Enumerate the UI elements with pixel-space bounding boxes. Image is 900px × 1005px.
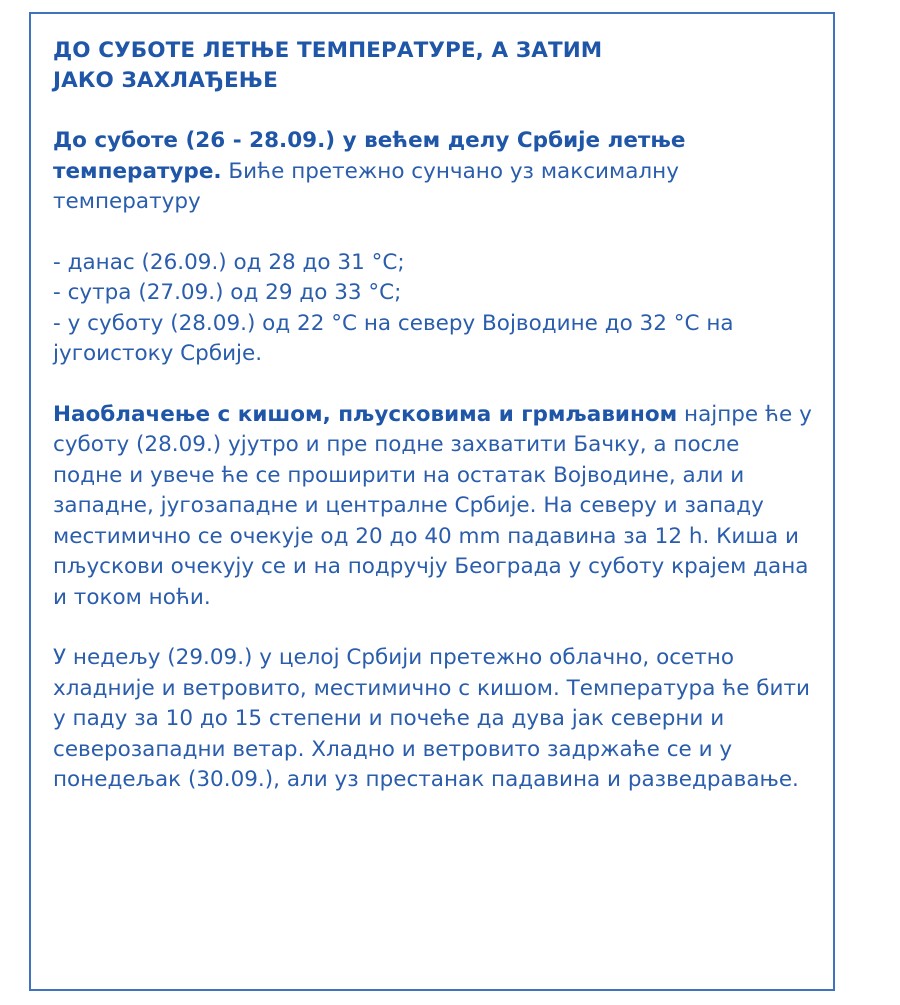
paragraph-rain-storms (53, 400, 813, 614)
forecast-article-box (29, 12, 835, 991)
forecast-item-saturday: - у суботу (28.09.) од 22 °C на северу Војводине до 32 °C на југоистоку Србије. (53, 310, 734, 366)
title-line-1: ДО СУБОТЕ ЛЕТЊЕ ТЕМПЕРАТУРЕ, А ЗАТИМ (53, 38, 603, 63)
paragraph-summer-temperatures (53, 126, 813, 218)
paragraph-1-lead: До суботе (26 - 28.09.) у већем делу Србије летње температуре. (53, 128, 686, 184)
paragraph-sunday-cooling: У недељу (29.09.) у целој Србији претежно облачно, осетно хладније и ветровито, местимично с кишом. Температура ће бити у паду за 10 до 15 степени и почеће да дува јак северни и северозападни ветар. Хладно и ветровито задржаће се и у понедељак (30.09.), али уз престанак падавина и разведравање. (53, 645, 811, 792)
title-line-2: ЈАКО ЗАХЛАЂЕЊЕ (53, 68, 278, 93)
forecast-item-today: - данас (26.09.) од 28 до 31 °C; (53, 249, 405, 275)
forecast-item-tomorrow: - сутра (27.09.) од 29 до 33 °C; (53, 280, 402, 305)
article-title (53, 36, 813, 96)
paragraph-2-lead: Наоблачење с кишом, пљусковима и грмљавином (53, 401, 678, 427)
paragraph-2-text: најпре ће у суботу (28.09.) ујутро и пре подне захватити Бачку, а после подне и увече ће се проширити на остатак Војводине, али и западне, југозападне и централне Србије. На северу и западу местимично се очекује од 20 до 40 mm падавина за 12 h. Киша и пљускови очекују се и на подручју Београда у суботу крајем дана и током ноћи. (53, 401, 812, 610)
paragraph-1-text: Биће претежно сунчано уз максималну температуру (53, 158, 679, 214)
forecast-list (53, 248, 813, 370)
